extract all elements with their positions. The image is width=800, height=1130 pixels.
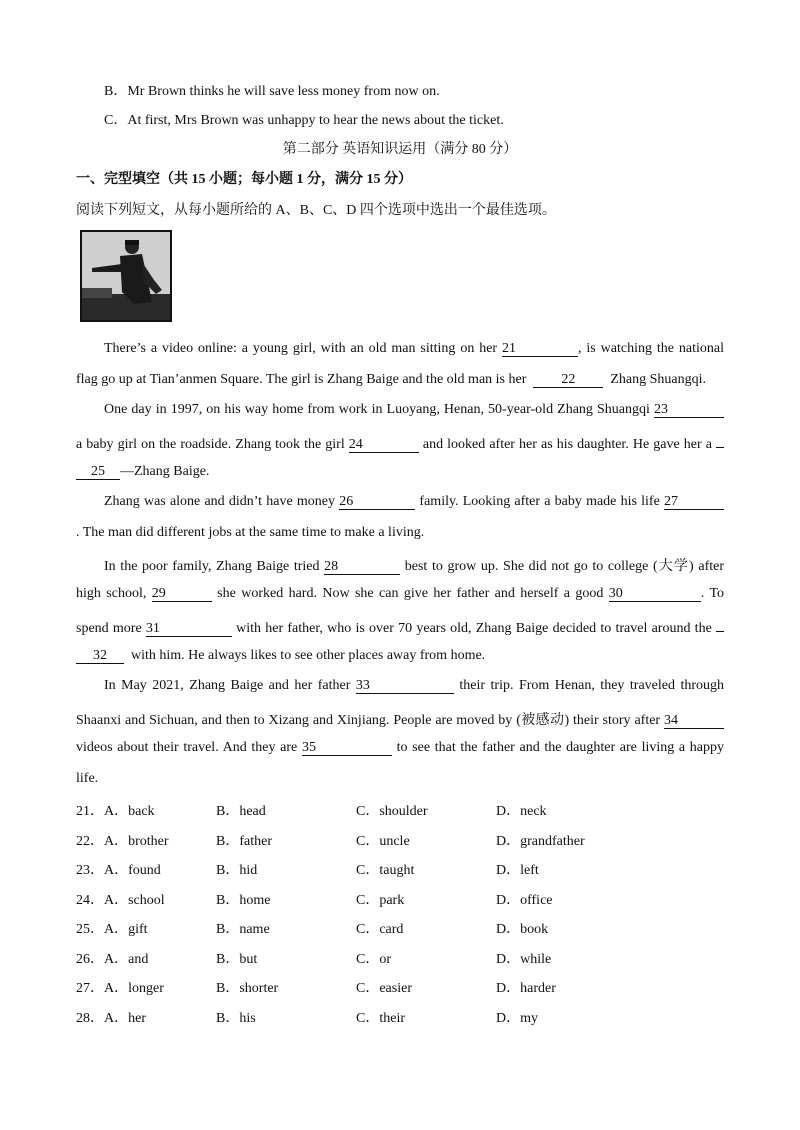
blank-32: 32 [76,649,124,664]
section-title: 第二部分 英语知识运用（满分 80 分） [282,142,518,157]
option-a[interactable]: A．brother [104,834,169,849]
option-a[interactable]: A．gift [104,922,148,937]
passage-line: In the poor family, Zhang Baige tried 28 best to grow up. She did not go to college (大学) after [104,559,724,574]
option-a[interactable]: A．school [104,893,165,908]
passage-line: videos about their travel. And they are 35 to see that the father and the daughter are living a happy [76,740,725,755]
passage-line: . The man did different jobs at the same time to make a living. [76,525,425,540]
option-d[interactable]: D．neck [496,804,547,819]
option-c[interactable]: C．their [356,1011,405,1026]
blank-31: 31 [146,622,232,637]
passage-line: One day in 1997, on his way home from work in Luoyang, Henan, 50-year-old Zhang Shuangqi 23 [104,402,724,418]
passage-line: a baby girl on the roadside. Zhang took the girl 24 and looked after her as his daughter. He gave her a [76,433,724,453]
instructions: 阅读下列短文，从每小题所给的 A、B、C、D 四个选项中选出一个最佳选项。 [76,203,556,218]
option-d[interactable]: D．left [496,863,539,878]
passage-line: 25 —Zhang Baige. [76,464,209,480]
blank-21: 21 [502,342,578,357]
blank-33: 33 [356,679,454,694]
option-b[interactable]: B．father [216,834,272,849]
blank-25-start [716,433,724,448]
blank-23: 23 [654,403,724,418]
blank-29: 29 [152,587,212,602]
option-b[interactable]: B．head [216,804,266,819]
option-b[interactable]: B．name [216,922,270,937]
blank-26: 26 [339,495,415,510]
passage-line: 32 with him. He always likes to see other places away from home. [76,648,485,664]
option-b-prev: B．Mr Brown thinks he will save less money from now on. [104,84,440,99]
option-c[interactable]: C．taught [356,863,415,878]
man-with-child-photo-icon [82,232,170,320]
option-b[interactable]: B．home [216,893,271,908]
option-c[interactable]: C．uncle [356,834,410,849]
passage-line: In May 2021, Zhang Baige and her father 33 their trip. From Henan, they traveled through [104,678,725,693]
option-a[interactable]: A．longer [104,981,164,996]
option-d[interactable]: D．while [496,952,552,967]
blank-35: 35 [302,741,392,756]
option-b[interactable]: B．but [216,952,258,967]
option-a[interactable]: A．back [104,804,155,819]
blank-30: 30 [609,587,701,602]
option-c[interactable]: C．easier [356,981,412,996]
part-heading: 一、完型填空（共 15 小题；每小题 1 分，满分 15 分） [76,172,412,187]
option-a[interactable]: A．her [104,1011,146,1026]
option-d[interactable]: D．grandfather [496,834,585,849]
option-d[interactable]: D．book [496,922,549,937]
blank-25: 25 [76,465,120,480]
passage-line: life. [76,771,99,786]
passage-line: There’s a video online: a young girl, with an old man sitting on her 21 , is watching the national [104,341,724,356]
option-a[interactable]: A．found [104,863,161,878]
option-d[interactable]: D．office [496,893,553,908]
option-a[interactable]: A．and [104,952,149,967]
option-c[interactable]: C．shoulder [356,804,428,819]
passage-line: flag go up at Tian’anmen Square. The girl is Zhang Baige and the old man is her 22 Zhang Shuangqi. [76,372,707,387]
option-b[interactable]: B．hid [216,863,258,878]
exam-page: B．Mr Brown thinks he will save less money from now on. C．At first, Mrs Brown was unhappy to hear the news about the ticket. 第二部分 英语知识运用（满分 80 分） 一、完型填空（共 15 小题；每小题 1 分，满分 15 分） 阅读下列短文，从每小题所给的 A、B、C、D 四个选项中选出一个最佳选项。 There’s a video online: a young girl, with an old man sitting on her 21 , is watching the national flag go up at Tian’anmen Square. The girl is Zhang Baige and the old man is her 22 Zhang Shuangqi. One day in 1997, on his way home from work in Luoyang, Henan, 50-year-old Zhang Shuangqi 23 a baby girl on the roadside. Zhang took the girl 24 and looked after her as his daughter. He gave her a 25 —Zhang Baige. Zhang was alone and didn’t have money 26 family. Looking after a baby made his life 27 . The man did different jobs at the same time to make a living. In the poor family, Zhang Baige tried 28 best to grow up. She did not go to college (大学) after high school, 29 she worked hard. Now she can give her father and herself a good 30 . To spend more 31 with her father, who is over 70 years old, Zhang Baige decided to travel around the 32 with him. He always likes to see other places away from home. In May 2021, Zhang Baige and her father 33 their trip. From Henan, they traveled through Shaanxi and Sichuan, and then to Xizang and Xinjiang. People are moved by (被感动) their story after 34 videos about their travel. And they are 35 to see that the father and the daughter are living a happy life. 21． A．back B．head C．shoulder D．neck 22． A．brother B．father C．uncle D．grandfather 23． A．found B．hid C．taught D．left 24． A．school B．home C．park D．office 25． A．gift B．name C．card D．book 26． A．and B．but C．or D．while 27． A．longer B．shorter C．easier D．harder 28． A．her B．his C．their D．my [0,0,800,1130]
option-c[interactable]: C．park [356,893,405,908]
option-b[interactable]: B．his [216,1011,256,1026]
passage-line: high school, 29 she worked hard. Now she can give her father and herself a good 30 . To [76,586,725,601]
blank-27: 27 [664,495,724,510]
option-c[interactable]: C．card [356,922,404,937]
blank-28: 28 [324,560,400,575]
blank-32-start [716,617,724,632]
illustration-photo [80,230,172,322]
passage-line: Shaanxi and Sichuan, and then to Xizang and Xinjiang. People are moved by (被感动) their story after 34 [76,709,724,729]
passage-line: Zhang was alone and didn’t have money 26 family. Looking after a baby made his life 27 [104,494,724,510]
option-d[interactable]: D．my [496,1011,538,1026]
blank-34: 34 [664,714,724,729]
option-c[interactable]: C．or [356,952,391,967]
blank-22: 22 [533,373,603,388]
option-b[interactable]: B．shorter [216,981,279,996]
passage-line: spend more 31 with her father, who is over 70 years old, Zhang Baige decided to travel around the [76,617,724,637]
option-c-prev: C．At first, Mrs Brown was unhappy to hear the news about the ticket. [104,113,504,128]
option-d[interactable]: D．harder [496,981,556,996]
blank-24: 24 [349,438,419,453]
